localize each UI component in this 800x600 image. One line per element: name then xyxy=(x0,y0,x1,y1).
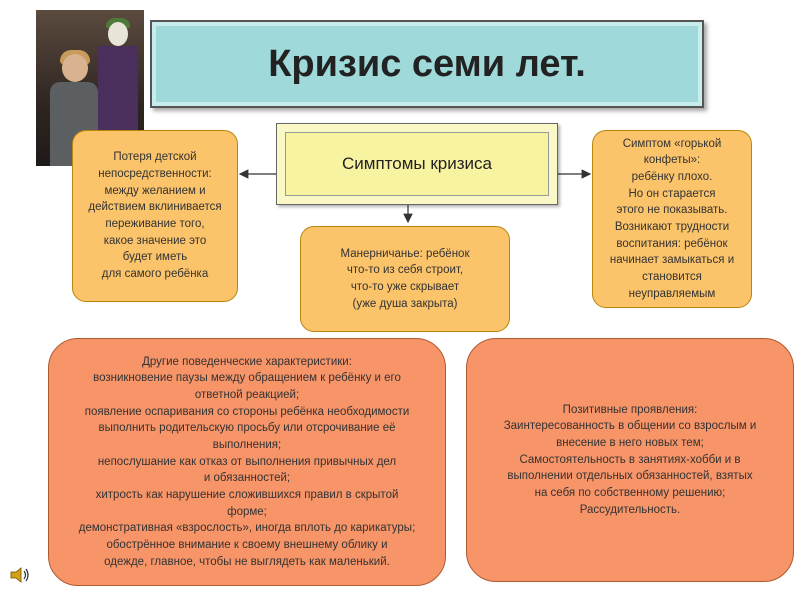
symptoms-label: Симптомы кризиса xyxy=(342,154,492,173)
behavior-text: Другие поведенческие характеристики: возникновение паузы между обращением к ребёнку и его ответной реакцией; появление оспаривания со стороны ребёнка необходимости выполнить родительскую просьбу или отсрочивание её выполнения; непослушание как отказ от выполнения привычных дел и обязанностей; хитрость как нарушение сложившихся правил в скрытой форме; демонстративная «взрослость», иногда вплоть до карикатуры; обострённое внимание к своему внешнему облику и одежде, главное, чтобы не выглядеть как маленький. xyxy=(78,355,416,568)
middle-symptom-box xyxy=(300,226,510,332)
middle-symptom-text: Манерничанье: ребёнок что-то из себя строит, что-то уже скрывает (уже душа закрыта) xyxy=(340,247,470,310)
right-symptom-text: Симптом «горькой конфеты»: ребёнку плохо. Но он старается этого не показывать. Возникают трудности воспитания: ребёнок начинает замыкаться и становится неуправляемым xyxy=(609,137,735,300)
positive-text: Позитивные проявления: Заинтересованность в общении со взрослым и внесение в него новых тем; Самостоятельность в занятиях-хобби и в выполнении отдельных обязанностей, взятых на себя по собственному решению; Рассудительность. xyxy=(503,403,757,516)
left-symptom-text: Потеря детской непосредственности: между желанием и действием вклинивается переживание того, какое значение это будет иметь для самого ребёнка xyxy=(88,151,222,281)
speaker-icon[interactable] xyxy=(10,566,32,584)
positive-box xyxy=(466,338,794,582)
right-symptom-box xyxy=(592,130,752,308)
page-title: Кризис семи лет. xyxy=(268,42,586,85)
behavior-box xyxy=(48,338,446,586)
left-symptom-box xyxy=(72,130,238,302)
symptoms-box xyxy=(276,123,558,205)
